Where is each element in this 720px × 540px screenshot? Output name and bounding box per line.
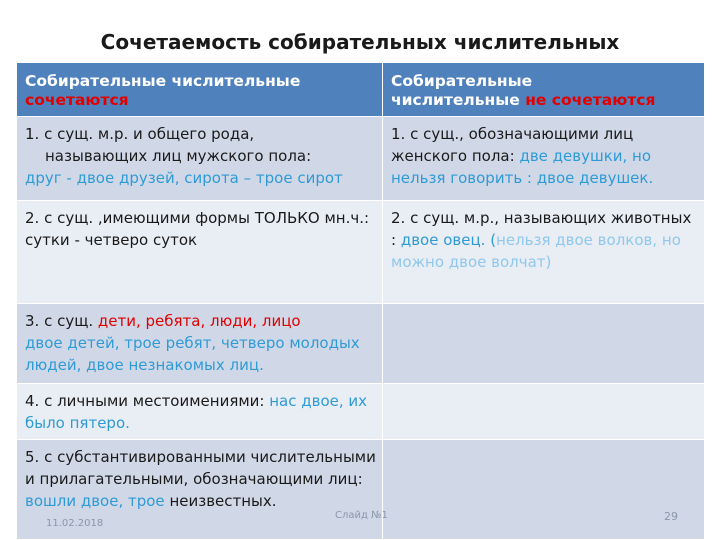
row1-left-line3: друг - двое друзей, сирота – трое сирот (25, 169, 343, 187)
header-combine (17, 63, 383, 117)
row2-right-cell (383, 201, 705, 304)
row4-left-a: 4. с личными местоимениями: (25, 392, 270, 410)
row5-left-b: вошли двое, трое (25, 492, 165, 510)
footer-page-number: 29 (664, 510, 678, 523)
header-combine-line2: сочетаются (25, 91, 129, 109)
header-combine-line1: Собирательные числительные (25, 72, 301, 90)
row1-right-cell (383, 117, 705, 201)
footer-slide-label: Слайд №1 (335, 510, 388, 521)
row2-right-d: нельзя двое волков, но можно двое волчат) (391, 231, 681, 271)
combination-table (16, 62, 705, 540)
row4-right-cell (383, 384, 705, 440)
footer-date: 11.02.2018 (46, 518, 104, 529)
row2-right-a: 2. с сущ. м.р., называющих животных : (391, 209, 692, 249)
page-title: Сочетаемость собирательных числительных (100, 30, 620, 54)
row3-right-cell (383, 304, 705, 384)
row1-left-line1: 1. с сущ. м.р. и общего рода, (25, 125, 255, 143)
header-not-combine-line2a: числительные (391, 91, 526, 109)
table-row (17, 117, 705, 201)
row5-left-a: 5. с субстантивированными числительными и прилагательными, обозначающими лиц: (25, 448, 376, 488)
row2-left-a: 2. с сущ. ,имеющими формы ТОЛЬКО мн.ч.: сутки - четверо суток (25, 209, 370, 249)
header-not-combine (383, 63, 705, 117)
row1-right-c: нельзя говорить : двое девушек. (391, 169, 654, 187)
row4-left-cell (17, 384, 383, 440)
row4-left-b: нас двое, их было пятеро. (25, 392, 368, 432)
row2-right-c: ( (485, 231, 497, 249)
table-row (17, 304, 705, 384)
row5-right-cell (383, 440, 705, 540)
row1-right-a: 1. с сущ., обозначающими лиц женского пола: (391, 125, 634, 165)
row1-right-b: две девушки, но (519, 147, 652, 165)
row1-left-line2: называющих лиц мужского пола: (45, 147, 312, 165)
row2-left-cell (17, 201, 383, 304)
row3-left-b: дети, ребята, люди, лицо (97, 312, 301, 330)
row3-left-a: 3. с сущ. (25, 312, 98, 330)
header-not-combine-line2b: не сочетаются (525, 91, 656, 109)
row2-right-b: двое овец. (400, 231, 486, 249)
table-row (17, 384, 705, 440)
table-header-row (17, 63, 705, 117)
row5-left-c: неизвестных. (164, 492, 277, 510)
table-row (17, 201, 705, 304)
table-row (17, 440, 705, 540)
row3-left-c: двое детей, трое ребят, четверо молодых людей, двое незнакомых лиц. (25, 334, 360, 374)
header-not-combine-line1: Собирательные (391, 72, 533, 90)
row1-left-cell (17, 117, 383, 201)
row3-left-cell (17, 304, 383, 384)
